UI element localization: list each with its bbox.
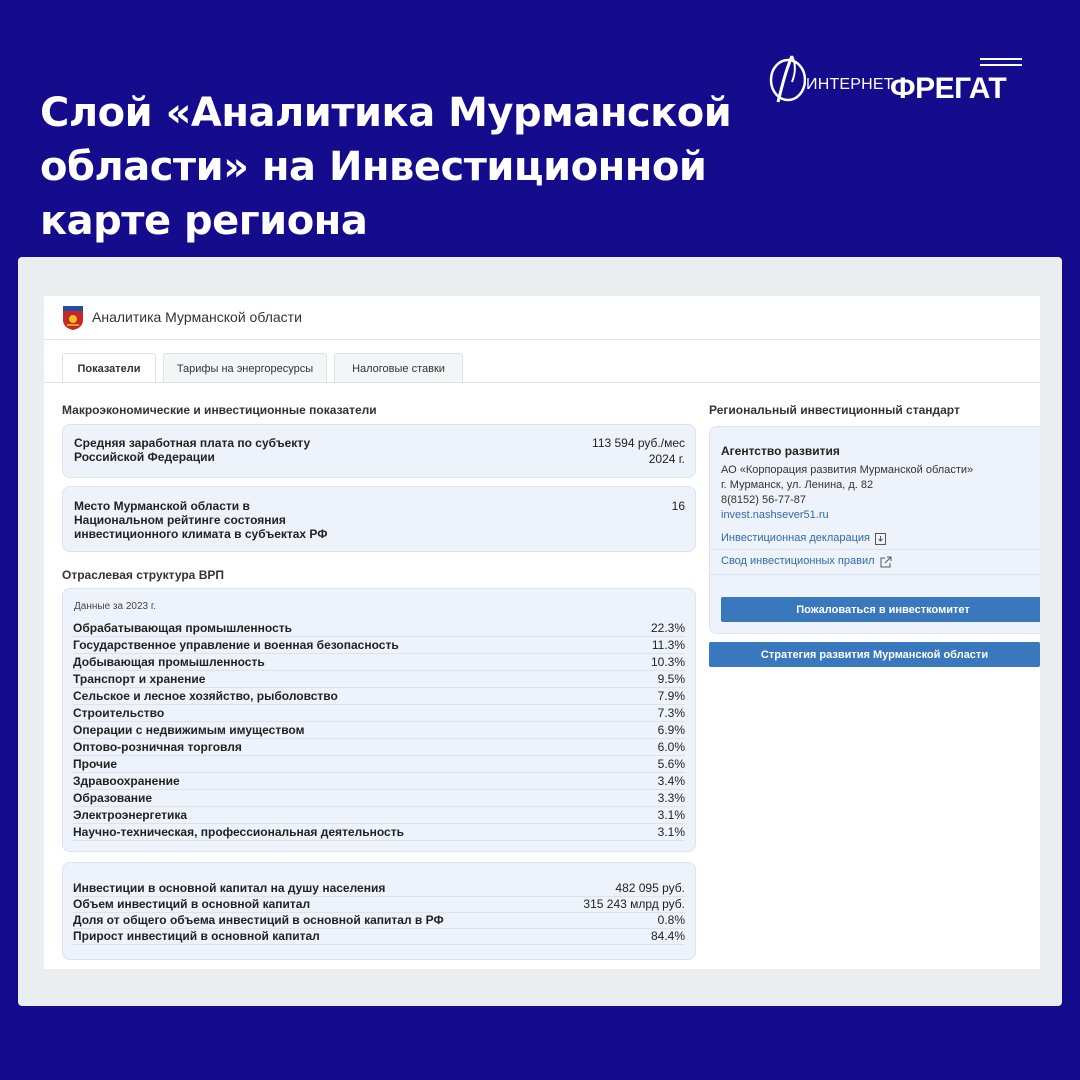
agency-divider — [710, 549, 1040, 550]
row-value: 3.1% — [657, 808, 685, 822]
row-value: 5.6% — [657, 757, 685, 771]
row-value: 10.3% — [650, 655, 685, 669]
rating-card — [62, 486, 696, 552]
salary-label-1: Средняя заработная плата по субъекту — [74, 436, 311, 450]
macro-section-title: Макроэкономические и инвестиционные показатели — [62, 403, 377, 417]
row-label: Транспорт и хранение — [73, 672, 206, 686]
agency-address: г. Мурманск, ул. Ленина, д. 82 — [721, 479, 874, 491]
row-value: 6.0% — [657, 740, 685, 754]
agency-phone: 8(8152) 56-77-87 — [721, 494, 807, 506]
row-value: 3.4% — [657, 774, 685, 788]
salary-value: 113 594 руб./мес — [592, 436, 685, 450]
row-label: Операции с недвижимым имуществом — [73, 723, 305, 737]
salary-year: 2024 г. — [648, 452, 685, 466]
row-label: Объем инвестиций в основной капитал — [73, 897, 311, 911]
table-row — [73, 790, 685, 807]
row-value: 0.8% — [657, 913, 685, 927]
table-row — [73, 722, 685, 739]
tab-indicators[interactable]: Показатели — [62, 353, 156, 383]
headline-line-3: карте региона — [40, 198, 368, 244]
table-row — [73, 912, 685, 929]
row-value: 3.1% — [657, 825, 685, 839]
row-label: Научно-техническая, профессиональная деятельность — [73, 825, 404, 839]
row-label: Государственное управление и военная безопасность — [73, 638, 399, 652]
agency-divider-2 — [710, 574, 1040, 575]
panel-title: Аналитика Мурманской области — [92, 309, 302, 325]
declaration-link[interactable]: Инвестиционная декларация — [721, 532, 870, 544]
logo-word-small: ИНТЕРНЕТ — [806, 76, 894, 93]
rating-value: 16 — [671, 499, 685, 513]
table-row — [73, 880, 685, 897]
agency-site-link[interactable]: invest.nashsever51.ru — [721, 509, 829, 521]
row-label: Образование — [73, 791, 153, 805]
row-value: 6.9% — [657, 723, 685, 737]
table-row — [73, 807, 685, 824]
table-row — [73, 756, 685, 773]
row-value: 315 243 млрд руб. — [583, 897, 685, 911]
row-value: 22.3% — [650, 621, 685, 635]
vrp-section-title: Отраслевая структура ВРП — [62, 568, 224, 582]
logo-word-big: ФРЕГАТ — [890, 72, 1007, 105]
salary-card — [62, 424, 696, 478]
row-label: Обрабатывающая промышленность — [73, 621, 292, 635]
table-row — [73, 620, 685, 637]
table-row — [73, 671, 685, 688]
row-label: Доля от общего объема инвестиций в основной капитал в РФ — [73, 913, 444, 927]
vrp-note: Данные за 2023 г. — [74, 601, 157, 612]
row-label: Прирост инвестиций в основной капитал — [73, 929, 320, 943]
row-value: 7.9% — [657, 689, 685, 703]
rating-label-1: Место Мурманской области в — [74, 499, 250, 513]
rules-link-row[interactable] — [721, 554, 892, 569]
table-row — [73, 896, 685, 913]
row-value: 482 095 руб. — [615, 881, 685, 895]
table-row — [73, 773, 685, 790]
row-label: Здравоохранение — [73, 774, 180, 788]
table-row — [73, 705, 685, 722]
row-label: Строительство — [73, 706, 165, 720]
table-row — [73, 739, 685, 756]
strategy-button[interactable]: Стратегия развития Мурманской области — [709, 642, 1040, 667]
headline — [40, 86, 760, 248]
row-value: 11.3% — [651, 638, 685, 652]
salary-label-2: Российской Федерации — [74, 450, 215, 464]
row-label: Инвестиции в основной капитал на душу населения — [73, 881, 386, 895]
row-value: 3.3% — [657, 791, 685, 805]
row-value: 84.4% — [650, 929, 685, 943]
download-icon — [875, 533, 886, 545]
declaration-link-row[interactable] — [721, 531, 886, 546]
tab-energy-tariffs[interactable]: Тарифы на энергоресурсы — [163, 353, 327, 383]
table-row — [73, 824, 685, 841]
tab-tax-rates[interactable]: Налоговые ставки — [334, 353, 463, 383]
external-link-icon — [880, 556, 892, 568]
standard-section-title: Региональный инвестиционный стандарт — [709, 403, 960, 417]
table-row — [73, 637, 685, 654]
analytics-panel — [44, 296, 1040, 969]
row-label: Электроэнергетика — [73, 808, 188, 822]
row-label: Добывающая промышленность — [73, 655, 265, 669]
rules-link[interactable]: Свод инвестиционных правил — [721, 555, 875, 567]
rating-label-2: Национальном рейтинге состояния — [74, 513, 286, 527]
tabs-divider — [44, 382, 1040, 383]
region-crest-icon — [62, 305, 84, 331]
logo-bars-icon — [980, 58, 1022, 70]
row-value: 9.5% — [657, 672, 685, 686]
agency-org: АО «Корпорация развития Мурманской области» — [721, 464, 974, 476]
investments-card — [62, 862, 696, 960]
table-row — [73, 688, 685, 705]
row-label: Оптово-розничная торговля — [73, 740, 242, 754]
headline-line-2: области» на Инвестиционной — [40, 144, 707, 190]
agency-title: Агентство развития — [721, 444, 840, 458]
agency-card — [709, 426, 1040, 634]
rating-label-3: инвестиционного климата в субъектах РФ — [74, 527, 328, 541]
table-row — [73, 928, 685, 945]
panel-header — [44, 296, 1040, 340]
row-label: Прочие — [73, 757, 118, 771]
row-label: Сельское и лесное хозяйство, рыболовство — [73, 689, 338, 703]
table-row — [73, 654, 685, 671]
complain-button[interactable]: Пожаловаться в инвесткомитет — [721, 597, 1040, 622]
headline-line-1: Слой «Аналитика Мурманской — [40, 90, 732, 136]
frigate-emblem-icon — [766, 52, 806, 104]
vrp-card — [62, 588, 696, 852]
row-value: 7.3% — [657, 706, 685, 720]
brand-logo — [766, 52, 1026, 108]
